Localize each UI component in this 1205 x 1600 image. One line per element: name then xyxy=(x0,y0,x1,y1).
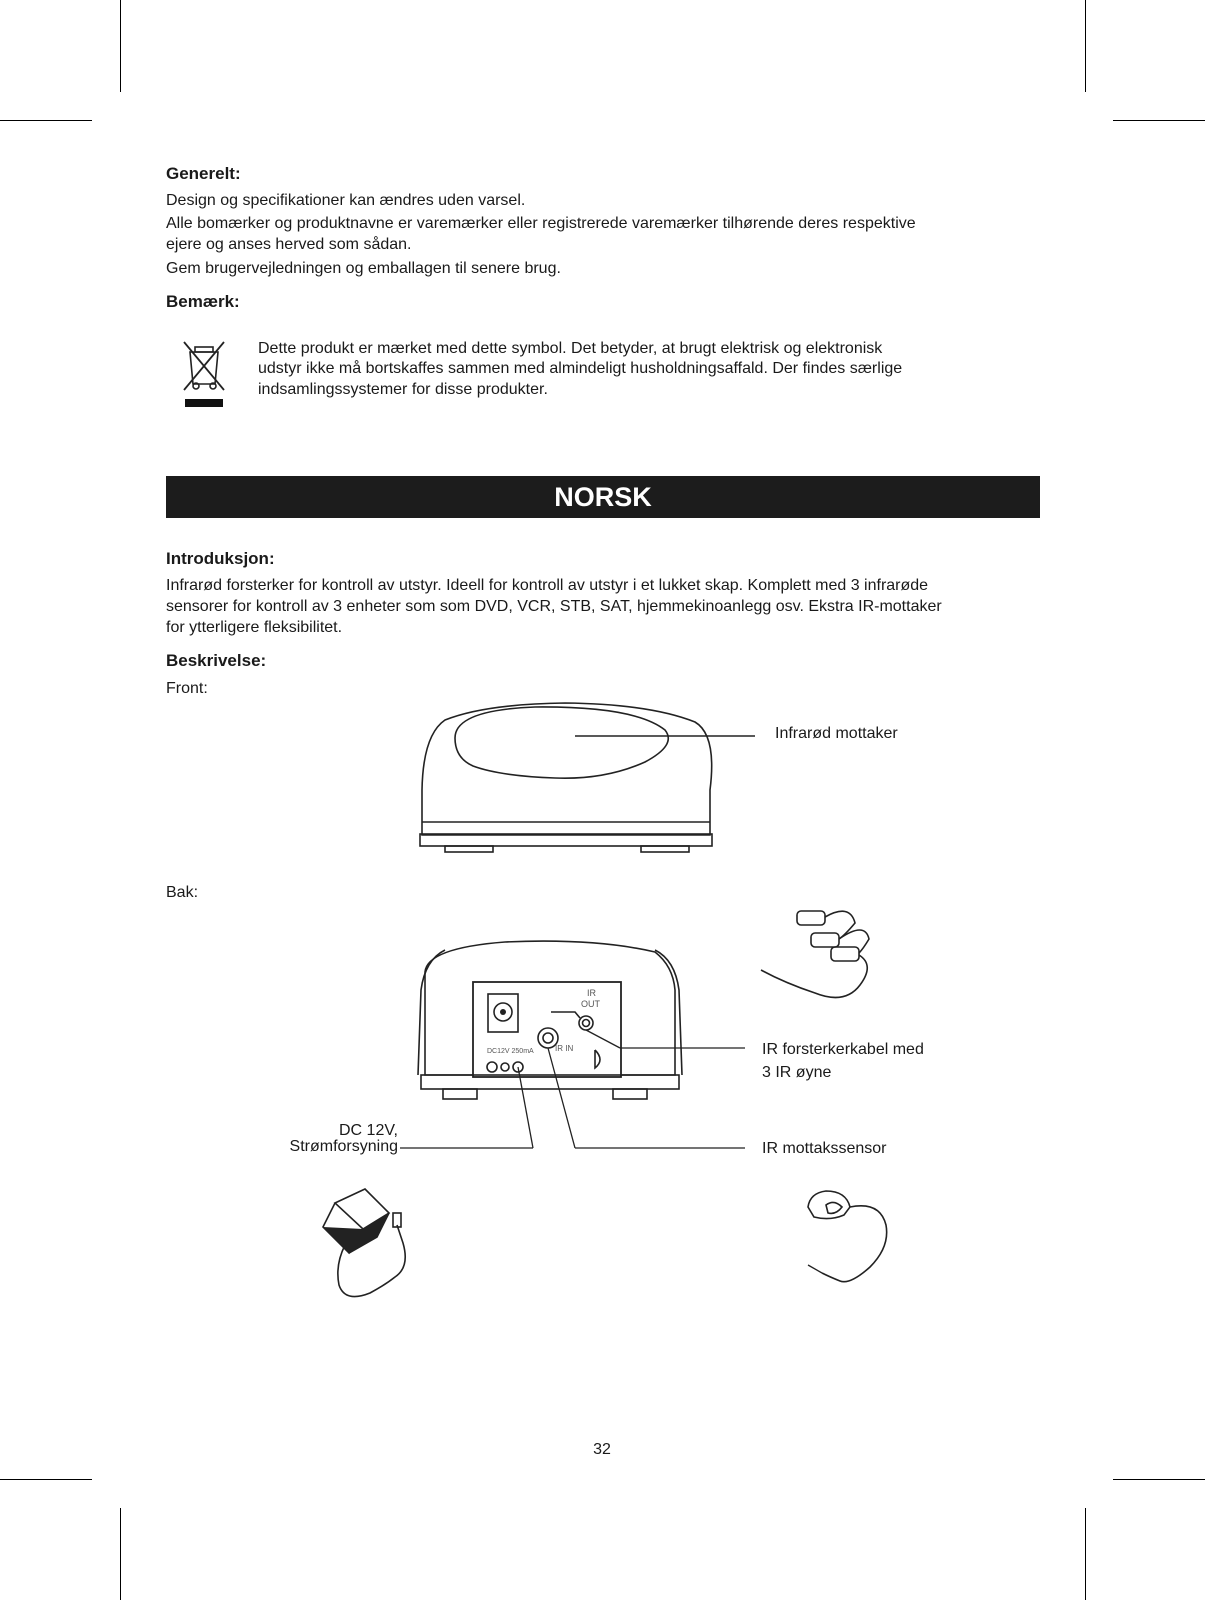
general-text: Gem brugervejledningen og emballagen til senere brug. xyxy=(166,260,561,277)
ir-cable-illustration xyxy=(755,905,895,1020)
note-text: Dette produkt er mærket med dette symbol. Det betyder, at brugt elektrisk og elektronisk xyxy=(258,340,883,357)
crop-mark xyxy=(120,0,121,92)
intro-text: sensorer for kontroll av 3 enheter som som DVD, VCR, STB, SAT, hjemmekinoanlegg osv. Ekstra IR-mottaker xyxy=(166,598,942,615)
ir-receiver-label: Infrarød mottaker xyxy=(775,725,898,742)
crop-mark xyxy=(120,1508,121,1600)
general-text: Alle bomærker og produktnavne er varemærker eller registrerede varemærker tilhørende deres respektive xyxy=(166,215,916,232)
language-banner: NORSK xyxy=(166,476,1040,518)
note-heading: Bemærk: xyxy=(166,292,240,311)
weee-bin-icon xyxy=(178,338,232,410)
ir-sensor-label: IR mottakssensor xyxy=(762,1140,887,1157)
ir-cable-label: 3 IR øyne xyxy=(762,1064,832,1081)
crop-mark xyxy=(0,1479,92,1480)
crop-mark xyxy=(1113,120,1205,121)
general-text: ejere og anses herved som sådan. xyxy=(166,236,412,253)
dc-spec-label: DC12V 250mA xyxy=(487,1048,534,1055)
front-label: Front: xyxy=(166,680,208,697)
ir-in-label: IR IN xyxy=(555,1044,574,1053)
ir-sensor-illustration xyxy=(800,1185,910,1315)
intro-heading: Introduksjon: xyxy=(166,549,275,568)
crop-mark xyxy=(1085,1508,1086,1600)
dc-power-label: DC 12V, xyxy=(339,1122,398,1139)
intro-text: Infrarød forsterker for kontroll av utstyr. Ideell for kontroll av utstyr i et lukket skap. Komplett med 3 infrarøde xyxy=(166,577,929,594)
page-number: 32 xyxy=(593,1441,611,1458)
crop-mark xyxy=(0,120,92,121)
dc-power-label: Strømforsyning xyxy=(289,1138,398,1155)
power-adapter-illustration xyxy=(315,1185,425,1315)
general-heading: Generelt: xyxy=(166,164,241,183)
ir-out-label: IR xyxy=(587,988,596,998)
crop-mark xyxy=(1113,1479,1205,1480)
note-text: udstyr ikke må bortskaffes sammen med almindeligt husholdningsaffald. Der findes særlige xyxy=(258,360,903,377)
back-label: Bak: xyxy=(166,884,199,901)
ir-cable-label: IR forsterkerkabel med xyxy=(762,1041,924,1058)
intro-text: for ytterligere fleksibilitet. xyxy=(166,619,343,636)
front-device-illustration xyxy=(415,700,765,870)
ir-out-label: OUT xyxy=(581,999,600,1009)
general-text: Design og specifikationer kan ændres uden varsel. xyxy=(166,192,526,209)
description-heading: Beskrivelse: xyxy=(166,651,267,670)
note-text: indsamlingssystemer for disse produkter. xyxy=(258,381,548,398)
crop-mark xyxy=(1085,0,1086,92)
